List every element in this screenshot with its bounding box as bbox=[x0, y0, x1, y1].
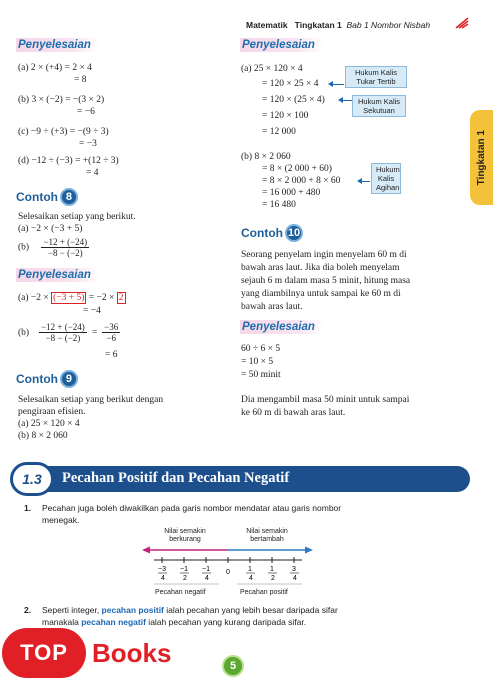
solution-line: (b) 8 × 2 060 bbox=[241, 152, 291, 162]
denominator: −6 bbox=[106, 333, 116, 343]
penyelesaian-heading: Penyelesaian bbox=[16, 268, 99, 282]
contoh-8-heading bbox=[16, 188, 78, 206]
numerator: −36 bbox=[104, 322, 119, 332]
tick-label-numerator: −1 bbox=[202, 566, 210, 573]
penyelesaian-heading: Penyelesaian bbox=[240, 38, 323, 52]
tick-label-denominator: 4 bbox=[249, 575, 253, 582]
paragraph-text bbox=[42, 617, 306, 627]
tick-label-denominator: 2 bbox=[183, 575, 187, 582]
contoh-9-heading bbox=[16, 370, 78, 388]
positive-fraction-label: Pecahan positif bbox=[240, 589, 288, 596]
callout-note: Hukum Kalis Sekutuan bbox=[352, 95, 406, 117]
arrow-icon bbox=[361, 181, 370, 182]
conclusion-text: Dia mengambil masa 50 minit untuk sampai bbox=[241, 395, 410, 405]
question-text: Selesaikan setiap yang berikut dengan bbox=[18, 395, 164, 405]
header-subject: Matematik bbox=[246, 20, 288, 30]
arrow-icon bbox=[342, 100, 352, 101]
highlight-box: (−3 + 5) bbox=[53, 293, 85, 303]
conclusion-text: ke 60 m di bawah aras laut. bbox=[241, 408, 346, 418]
negative-fraction-label: Pecahan negatif bbox=[155, 589, 206, 596]
paragraph-number: 2. bbox=[24, 605, 32, 615]
text-span: Seperti integer, bbox=[42, 605, 102, 615]
contoh-number: 10 bbox=[285, 224, 303, 242]
solution-line: = −4 bbox=[83, 306, 101, 316]
fraction bbox=[39, 322, 87, 343]
callout-note: Hukum Kalis Tukar Tertib bbox=[345, 66, 407, 88]
solution-line: = 120 × 100 bbox=[262, 111, 309, 121]
question-text: pengiraan efisien. bbox=[18, 407, 86, 417]
header-logo-icon bbox=[455, 17, 469, 29]
denominator: −8 − (−2) bbox=[47, 248, 83, 258]
solution-line: = 4 bbox=[86, 168, 99, 178]
watermark-logo bbox=[2, 628, 171, 678]
question-line: (a) −2 × (−3 + 5) bbox=[18, 224, 83, 234]
solution-line bbox=[18, 292, 126, 304]
question-line: (b) 8 × 2 060 bbox=[18, 431, 68, 441]
solution-line: = 16 000 + 480 bbox=[262, 188, 321, 198]
solution-line: = 6 bbox=[105, 350, 118, 360]
contoh-label: Contoh bbox=[16, 372, 58, 386]
term-negative-fraction: pecahan negatif bbox=[81, 617, 146, 627]
expr-part: = −2 × bbox=[86, 293, 117, 303]
tick-label: 0 bbox=[226, 569, 230, 576]
tick-label-numerator: 3 bbox=[292, 566, 296, 573]
tick-label-numerator: 1 bbox=[248, 566, 252, 573]
contoh-10-heading bbox=[241, 224, 303, 242]
term-positive-fraction: pecahan positif bbox=[101, 605, 164, 615]
question-text: bawah aras laut. bbox=[241, 302, 303, 312]
solution-line bbox=[18, 322, 122, 343]
watermark-books-text: Books bbox=[92, 637, 172, 668]
section-number-badge: 1.3 bbox=[10, 462, 54, 496]
equals-sign: = bbox=[91, 327, 98, 338]
solution-line: (d) −12 ÷ (−3) = +(12 ÷ 3) bbox=[18, 156, 119, 166]
tick-label-denominator: 4 bbox=[161, 575, 165, 582]
numerator: −12 + (−24) bbox=[41, 322, 85, 332]
callout-note: Hukum Kalis Agihan bbox=[371, 163, 401, 194]
question-text: sejauh 6 m dalam masa 5 minit, hitung masa bbox=[241, 276, 411, 286]
penyelesaian-heading: Penyelesaian bbox=[240, 320, 323, 334]
paragraph-text: Pecahan juga boleh diwakilkan pada garis nombor mendatar atau garis nombor bbox=[42, 503, 342, 513]
highlight-box: 2 bbox=[118, 293, 124, 303]
fraction bbox=[41, 237, 89, 258]
expr-part: (a) −2 × bbox=[18, 293, 52, 303]
text-span: ialah pecahan yang kurang daripada sifar. bbox=[145, 617, 307, 627]
numerator: −12 + (−24) bbox=[43, 237, 88, 247]
item-label: (b) bbox=[18, 242, 30, 253]
solution-line: = −3 bbox=[79, 139, 97, 149]
question-text: bawah aras laut. Jika dia boleh menyelam bbox=[241, 263, 400, 273]
solution-line: = 50 minit bbox=[241, 370, 281, 380]
contoh-label: Contoh bbox=[241, 226, 283, 240]
side-tab bbox=[470, 110, 493, 205]
tick-group bbox=[158, 557, 299, 582]
tick-label-numerator: −3 bbox=[158, 566, 166, 573]
solution-line: = 120 × (25 × 4) bbox=[262, 95, 325, 105]
question-text: Selesaikan setiap yang berikut. bbox=[18, 212, 136, 222]
text-span: ialah pecahan yang lebih besar daripada sifar bbox=[163, 605, 338, 615]
page-header bbox=[246, 20, 430, 30]
question-text: yang diambilnya untuk sampai ke 60 m di bbox=[241, 289, 401, 299]
paragraph-text: menegak. bbox=[42, 515, 80, 525]
number-line-right-label: Nilai semakin bertambah bbox=[246, 528, 288, 543]
solution-line: (b) 3 × (−2) = −(3 × 2) bbox=[18, 95, 105, 105]
tick-label-denominator: 2 bbox=[271, 575, 275, 582]
solution-line: = 8 bbox=[74, 75, 87, 85]
solution-line: = 10 × 5 bbox=[241, 357, 274, 367]
tick-label-numerator: −1 bbox=[180, 566, 188, 573]
paragraph-number: 1. bbox=[24, 503, 32, 513]
penyelesaian-heading: Penyelesaian bbox=[16, 38, 99, 52]
tick-label-denominator: 4 bbox=[205, 575, 209, 582]
solution-line: = 12 000 bbox=[262, 127, 296, 137]
page-number: 5 bbox=[222, 655, 244, 677]
header-chapter: Bab 1 Nombor Nisbah bbox=[346, 20, 431, 30]
text-span: manakala bbox=[42, 617, 82, 627]
solution-line: = 120 × 25 × 4 bbox=[262, 79, 319, 89]
section-title: Pecahan Positif dan Pecahan Negatif bbox=[62, 470, 290, 486]
header-form: Tingkatan 1 bbox=[294, 20, 342, 30]
left-arrowhead-icon bbox=[142, 547, 150, 554]
tick-label-numerator: 1 bbox=[270, 566, 274, 573]
denominator: −8 − (−2) bbox=[45, 333, 81, 343]
solution-line: = 8 × (2 000 + 60) bbox=[262, 164, 332, 174]
fraction bbox=[102, 322, 120, 343]
solution-line: (a) 2 × (+4) = 2 × 4 bbox=[18, 63, 92, 73]
side-tab-label: Tingkatan 1 bbox=[476, 129, 487, 186]
watermark-top-badge: TOP bbox=[2, 628, 86, 678]
arrow-icon bbox=[332, 84, 344, 85]
paragraph-text bbox=[42, 605, 338, 615]
contoh-number: 9 bbox=[60, 370, 78, 388]
right-arrowhead-icon bbox=[305, 547, 313, 554]
question-line bbox=[18, 237, 91, 258]
solution-line: = −6 bbox=[77, 107, 95, 117]
item-label: (b) bbox=[18, 327, 30, 338]
contoh-label: Contoh bbox=[16, 190, 58, 204]
tick-label-denominator: 4 bbox=[293, 575, 297, 582]
question-line: (a) 25 × 120 × 4 bbox=[18, 419, 80, 429]
question-text: Seorang penyelam ingin menyelam 60 m di bbox=[241, 250, 407, 260]
solution-line: 60 ÷ 6 × 5 bbox=[241, 344, 281, 354]
solution-line: (c) −9 ÷ (+3) = −(9 ÷ 3) bbox=[18, 127, 109, 137]
solution-line: = 8 × 2 000 + 8 × 60 bbox=[262, 176, 341, 186]
contoh-number: 8 bbox=[60, 188, 78, 206]
number-line-left-label: Nilai semakin berkurang bbox=[164, 528, 206, 543]
solution-line: = 16 480 bbox=[262, 200, 296, 210]
solution-line: (a) 25 × 120 × 4 bbox=[241, 64, 303, 74]
